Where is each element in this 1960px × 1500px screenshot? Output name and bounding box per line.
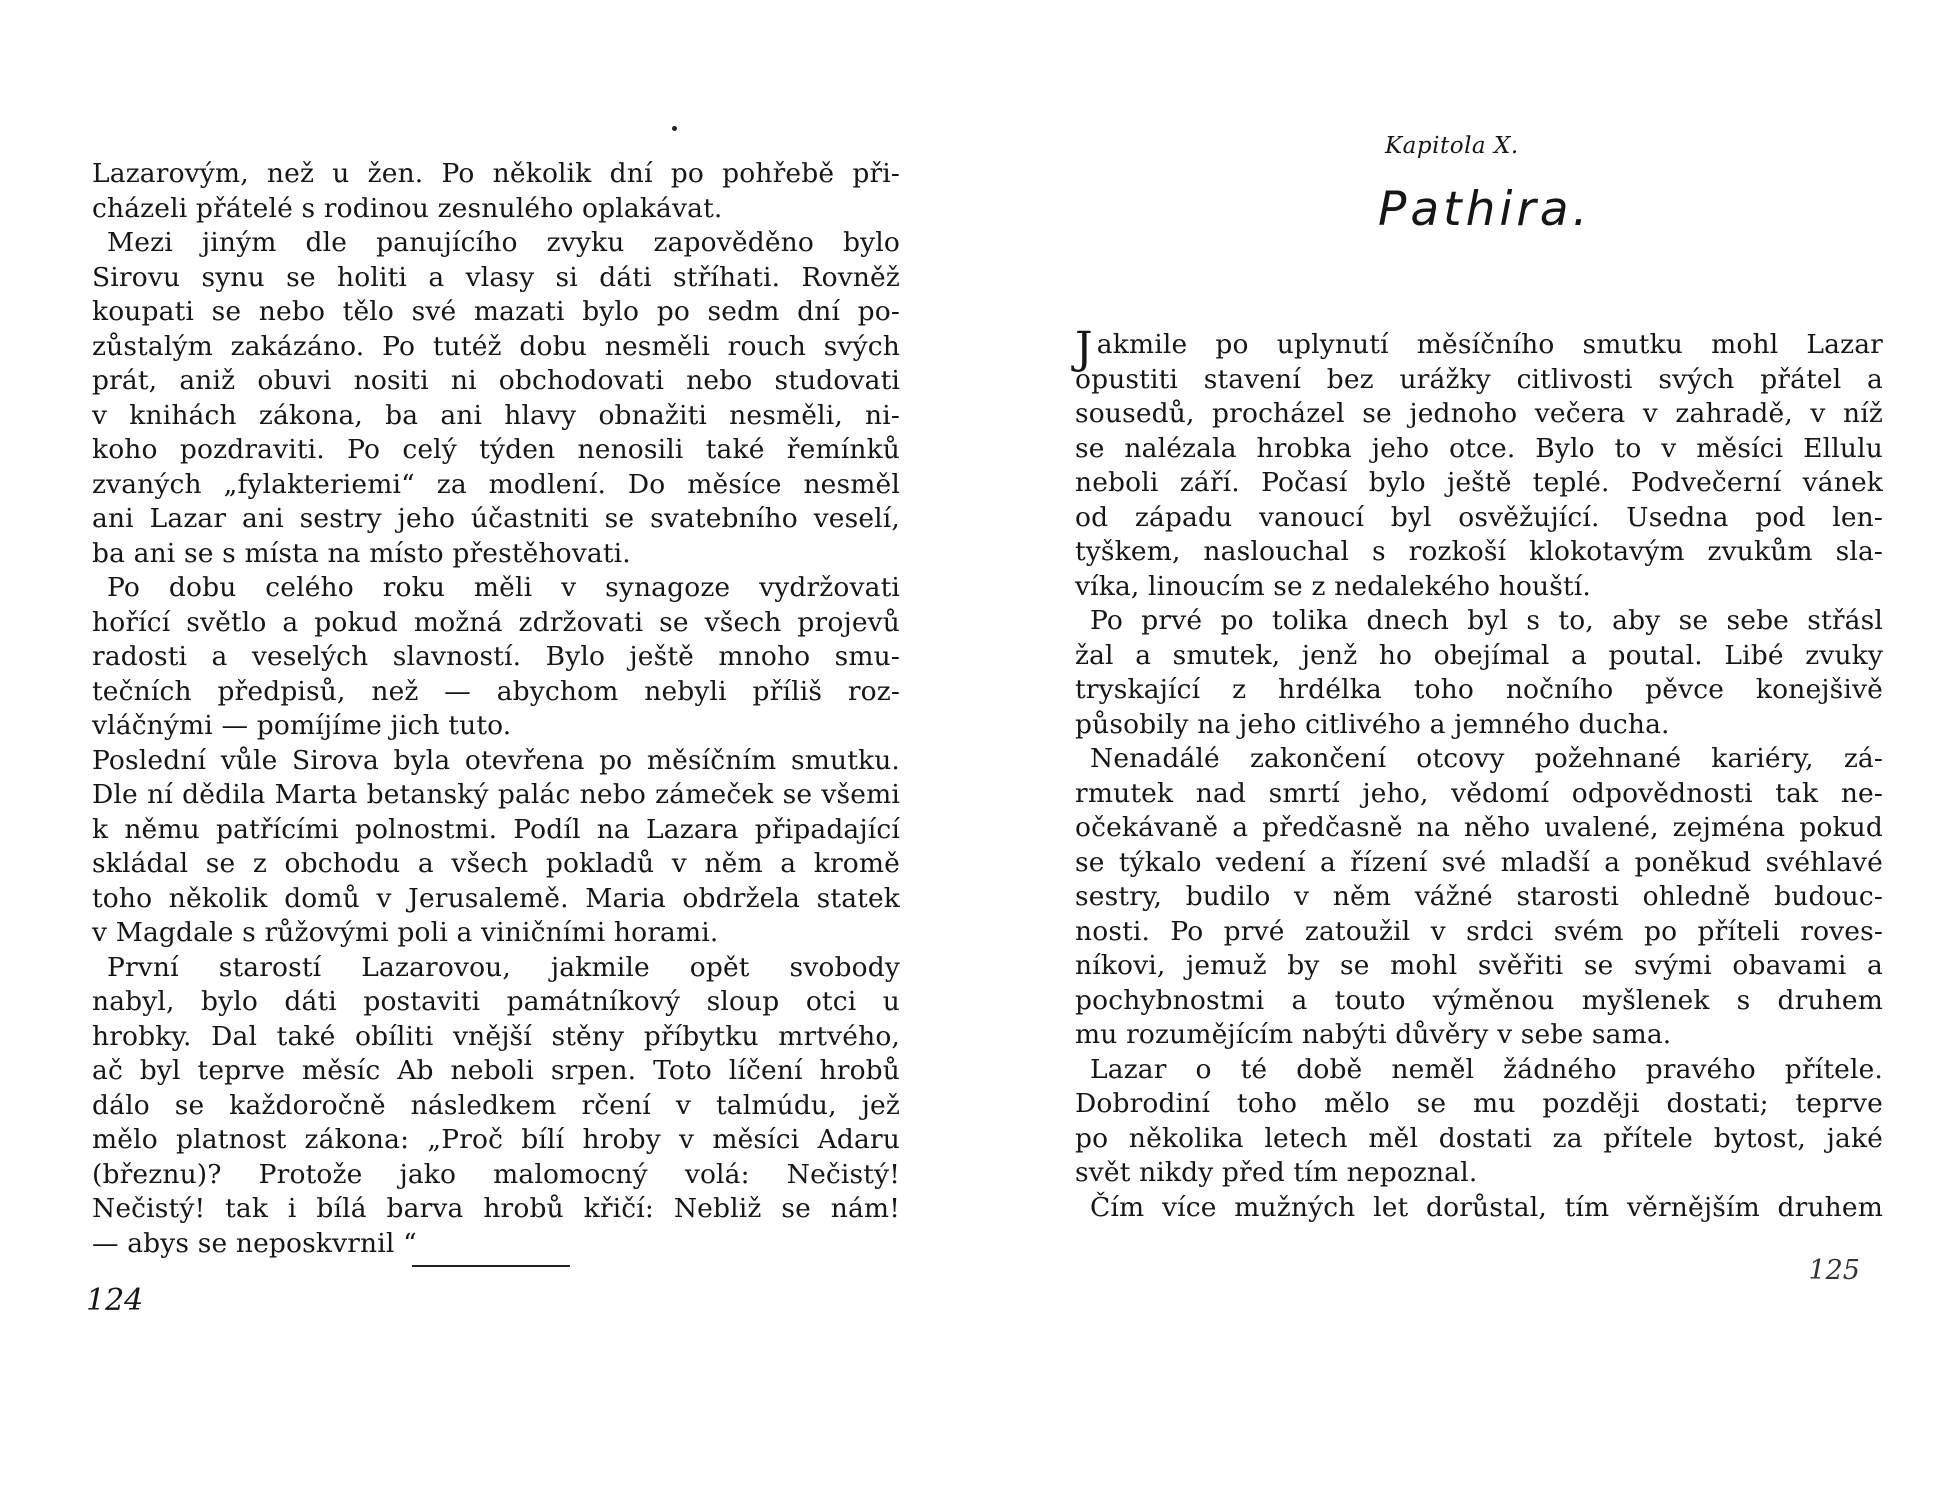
drop-cap: J <box>1075 323 1093 374</box>
text-line: toho několik domů v Jerusalemě. Maria obdržela statek <box>92 882 900 914</box>
text-line: Sirovu synu se holiti a vlasy si dáti stříhati. Rovněž <box>92 261 900 293</box>
text-line: od západu vanoucí byl osvěžující. Usedna pod len- <box>1075 501 1883 533</box>
text-line: (březnu)? Protože jako malomocný volá: Nečistý! <box>92 1158 900 1190</box>
text-line: ani Lazar ani sestry jeho účastniti se svatebního veselí, <box>92 503 900 534</box>
text-line: víka, linoucím se z nedalekého houští. <box>1075 570 1591 602</box>
text-line: akmile po uplynutí měsíčního smutku mohl Lazar <box>1096 329 1883 360</box>
text-line: sestry, budilo v něm vážné starosti ohledně budouc- <box>1075 881 1883 912</box>
text-line: Čím více mužných let dorůstal, tím věrnějším druhem <box>1090 1191 1883 1223</box>
text-line: rmutek nad smrtí jeho, vědomí odpovědnosti tak ne- <box>1075 777 1883 809</box>
text-line: vláčnými — pomíjíme jich tuto. <box>92 710 512 741</box>
text-line: zvaných „fylakteriemi“ za modlení. Do měsíce nesměl <box>92 468 900 500</box>
text-line: po několika letech měl dostati za přítele bytost, jaké <box>1075 1122 1883 1154</box>
text-line: působily na jeho citlivého a jemného ducha. <box>1075 708 1670 740</box>
text-line: koupati se nebo tělo své mazati bylo po sedm dní po- <box>92 296 900 327</box>
text-line: Poslední vůle Sirova byla otevřena po měsíčním smutku. <box>92 744 900 776</box>
chapter-title: Pathira. <box>1378 182 1592 237</box>
text-line: hrobky. Dal také obíliti vnější stěny příbytku mrtvého, <box>92 1020 900 1052</box>
text-line: se týkalo vedení a řízení své mladší a poněkud svéhlavé <box>1075 846 1883 878</box>
text-line: cházeli přátelé s rodinou zesnulého oplakávat. <box>92 192 723 224</box>
text-line: očekávaně a předčasně na něho uvalené, zejména pokud <box>1075 812 1883 843</box>
text-line: Lazarovým, než u žen. Po několik dní po pohřebě při- <box>92 158 900 189</box>
text-line: První starostí Lazarovou, jakmile opět svobody <box>107 951 900 983</box>
text-line: Dle ní dědila Marta betanský palác nebo zámeček se všemi <box>92 779 900 810</box>
text-line: ač byl teprve měsíc Ab neboli srpen. Toto líčení hrobů <box>92 1055 900 1086</box>
text-line: nosti. Po prvé zatoužil v srdci svém po příteli roves- <box>1075 915 1883 947</box>
text-line: neboli září. Počasí bylo ještě teplé. Podvečerní vánek <box>1075 467 1883 498</box>
right-page <box>980 0 1960 1500</box>
end-of-chapter-rule <box>412 1265 570 1267</box>
text-line: Mezi jiným dle panujícího zvyku zapověděno bylo <box>107 227 900 258</box>
text-line: prát, aniž obuvi nositi ni obchodovati nebo studovati <box>92 365 900 396</box>
text-line: Lazar o té době neměl žádného pravého přítele. <box>1090 1053 1883 1085</box>
text-line: ba ani se s místa na místo přestěhovati. <box>92 537 631 569</box>
left-page-text <box>92 157 900 1261</box>
text-line: Dobrodiní toho mělo se mu později dostati; teprve <box>1075 1088 1883 1119</box>
text-line: svět nikdy před tím nepoznal. <box>1075 1157 1478 1188</box>
text-line: tyškem, naslouchal s rozkoší klokotavým zvukům sla- <box>1075 536 1883 567</box>
text-line: tryskající z hrdélka toho nočního pěvce konejšivě <box>1075 674 1883 705</box>
text-line: Nečistý! tak i bílá barva hrobů křičí: Nebliž se nám! <box>92 1193 900 1224</box>
text-line: pochybnostmi a touto výměnou myšlenek s druhem <box>1075 984 1883 1016</box>
text-line: — abys se neposkvrnil “ <box>92 1227 417 1259</box>
text-line: hořící světlo a pokud možná zdržovati se všech projevů <box>92 606 900 638</box>
right-page-text <box>1075 323 1883 1225</box>
text-line: k němu patřícími polnostmi. Podíl na Lazara připadající <box>92 813 900 845</box>
chapter-label: Kapitola X. <box>1385 133 1519 159</box>
text-line: se nalézala hrobka jeho otce. Bylo to v měsíci Ellulu <box>1075 432 1883 464</box>
text-line: zůstalým zakázáno. Po tutéž dobu nesměli rouch svých <box>92 330 900 362</box>
text-line: nabyl, bylo dáti postaviti památníkový sloup otci u <box>92 986 900 1017</box>
page-number: 124 <box>86 1283 144 1318</box>
text-line: Po prvé po tolika dnech byl s to, aby se sebe střásl <box>1090 605 1883 636</box>
text-line: žal a smutek, jenž ho obejímal a poutal. Libé zvuky <box>1075 639 1883 671</box>
text-line: v knihách zákona, ba ani hlavy obnažiti nesměli, ni- <box>92 399 900 431</box>
text-line: mu rozumějícím nabýti důvěry v sebe sama. <box>1075 1019 1672 1050</box>
text-line: dálo se každoročně následkem rčení v talmúdu, jež <box>92 1089 900 1121</box>
text-line: Po dobu celého roku měli v synagoze vydržovati <box>107 572 900 603</box>
text-line: sousedů, procházel se jednoho večera v zahradě, v níž <box>1075 398 1883 429</box>
text-line: v Magdale s růžovými poli a viničními horami. <box>92 917 719 948</box>
stray-ink-dot <box>672 126 677 131</box>
text-line: mělo platnost zákona: „Proč bílí hroby v měsíci Adaru <box>92 1124 900 1155</box>
text-line: níkovi, jemuž by se mohl svěřiti se svými obavami a <box>1075 950 1883 981</box>
text-line: opustiti stavení bez urážky citlivosti svých přátel a <box>1075 363 1883 395</box>
text-line: koho pozdraviti. Po celý týden nenosili také řemínků <box>92 434 900 465</box>
text-line: radosti a veselých slavností. Bylo ještě mnoho smu- <box>92 641 900 672</box>
page-number: 125 <box>1808 1255 1860 1286</box>
text-line: skládal se z obchodu a všech pokladů v něm a kromě <box>92 848 900 879</box>
text-line: Nenadálé zakončení otcovy požehnané kariéry, zá- <box>1090 743 1883 774</box>
text-line: tečních předpisů, než — abychom nebyli příliš roz- <box>92 675 900 707</box>
